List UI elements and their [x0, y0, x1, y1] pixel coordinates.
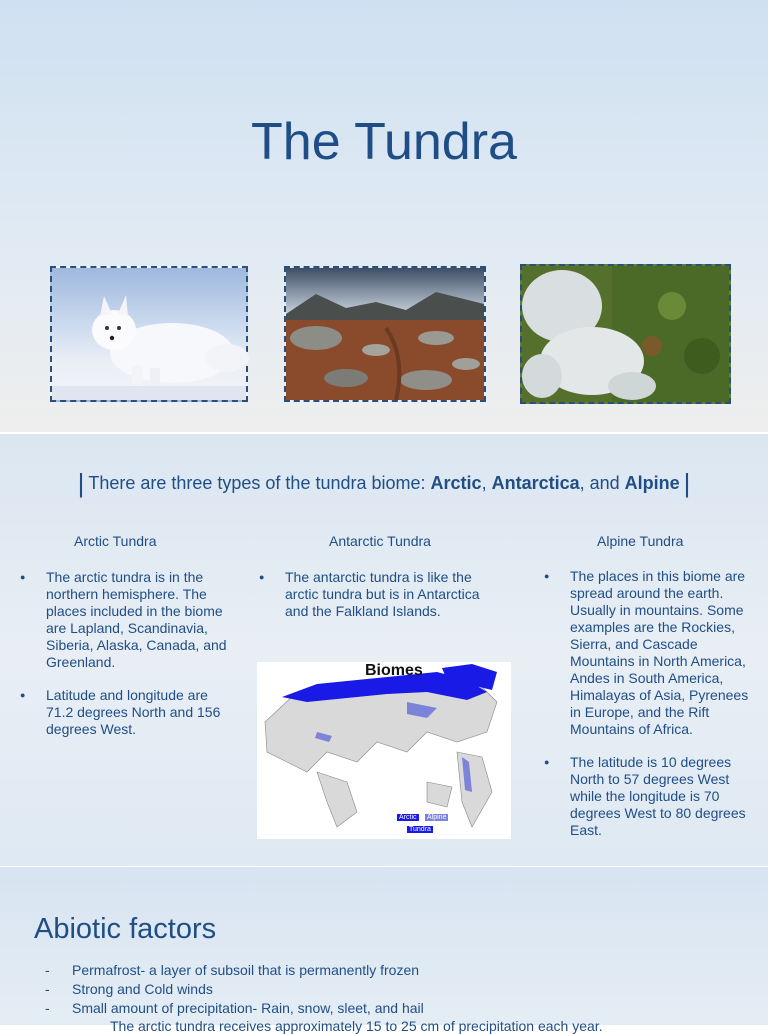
arctic-bullet-list	[20, 569, 230, 754]
list-item: ● Latitude and longitude are 71.2 degrees North and 156 degrees West.	[20, 687, 230, 738]
alpine-bullet-list	[544, 568, 754, 855]
legend-alpine: Alpine	[427, 814, 447, 821]
list-item: - Strong and Cold winds	[45, 980, 424, 999]
legend-tundra: Tundra	[409, 826, 431, 833]
separator: ,	[481, 473, 492, 493]
list-item: - Permafrost- a layer of subsoil that is permanently frozen	[45, 961, 424, 980]
type-alpine: Alpine	[624, 473, 680, 493]
title-slide	[0, 0, 768, 432]
list-item: ● The latitude is 10 degrees North to 57 degrees West while the longitude is 70 degrees West to 80 degrees East.	[544, 754, 754, 839]
biomes-world-map	[257, 662, 511, 839]
slide-title: The Tundra	[251, 113, 517, 171]
list-item: ● The antarctic tundra is like the arctic tundra but is in Antarctica and the Falkland Islands.	[259, 569, 504, 620]
types-slide	[0, 433, 768, 866]
antarctic-bullet-list	[259, 569, 504, 636]
abiotic-list	[45, 961, 424, 1018]
type-antarctica: Antarctica	[491, 473, 580, 493]
abiotic-slide	[0, 866, 768, 1034]
abiotic-heading: Abiotic factors	[34, 913, 217, 945]
list-item: - Small amount of precipitation- Rain, snow, sleet, and hail	[45, 999, 424, 1018]
divider-bar: |	[77, 468, 85, 498]
lichen-moss-photo	[520, 264, 731, 404]
arctic-heading: Arctic Tundra	[74, 533, 157, 549]
separator: , and	[579, 473, 625, 493]
legend-arctic: Arctic	[399, 814, 417, 821]
alpine-heading: Alpine Tundra	[597, 533, 684, 549]
tundra-landscape-photo	[284, 266, 486, 402]
arctic-fox-photo	[50, 266, 248, 402]
types-intro	[0, 468, 768, 499]
map-title: Biomes	[365, 662, 423, 679]
divider-bar: |	[683, 468, 691, 498]
list-item: ● The places in this biome are spread around the earth. Usually in mountains. Some examples are the Rockies, Sierra, and Cascade Mountains in North America, Andes in South America, Himalayas of Asia, Pyrenees in Europe, and the Rift Mountains of Africa.	[544, 568, 754, 738]
intro-text: There are three types of the tundra biome:	[88, 473, 431, 493]
list-item: ● The arctic tundra is in the northern hemisphere. The places included in the biome are Lapland, Scandinavia, Siberia, Alaska, Canada, and Greenland.	[20, 569, 230, 671]
precipitation-detail: The arctic tundra receives approximately 15 to 25 cm of precipitation each year.	[110, 1018, 603, 1034]
antarctic-heading: Antarctic Tundra	[329, 533, 431, 549]
type-arctic: Arctic	[430, 473, 482, 493]
